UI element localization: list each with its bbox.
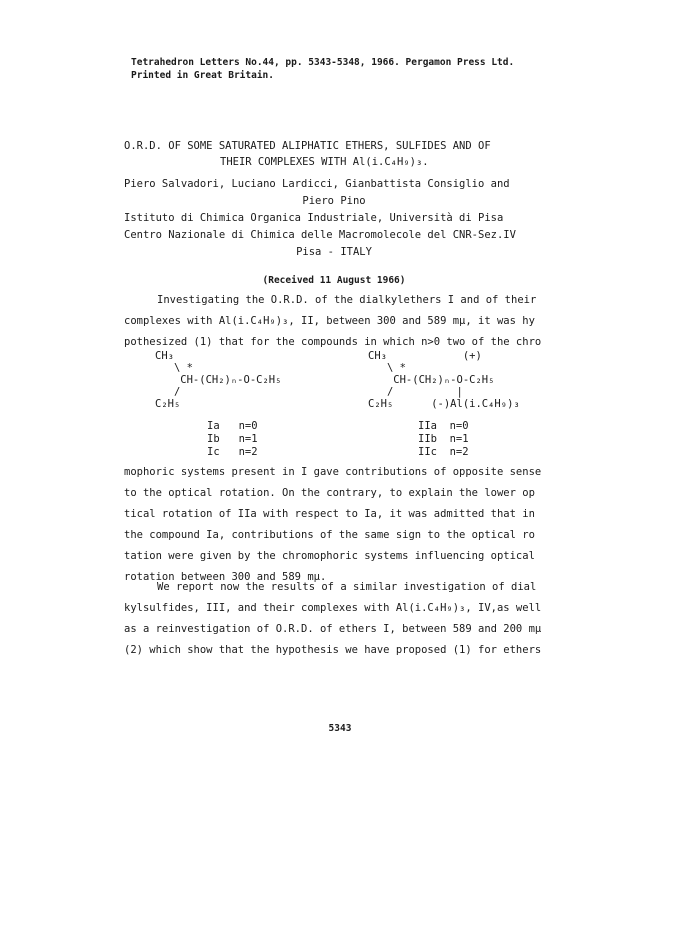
affiliation-line-1: Istituto di Chimica Organica Industriale, Università di Pisa (124, 212, 504, 224)
paragraph-line: kylsulfides, III, and their complexes with Al(i.C₄H₉)₃, IV,as well (124, 602, 542, 614)
affiliation-line-2: Centro Nazionale di Chimica delle Macromolecole del CNR-Sez.IV (124, 229, 516, 241)
journal-citation: Tetrahedron Letters No.44, pp. 5343-5348, 1966. Pergamon Press Ltd. (131, 57, 515, 68)
series-II-list (418, 420, 469, 459)
received-date: (Received 11 August 1966) (262, 275, 406, 286)
paragraph-1 (124, 290, 544, 353)
paragraph-line: pothesized (1) that for the compounds in which n>0 two of the chro (124, 336, 542, 348)
paragraph-line: to the optical rotation. On the contrary, to explain the lower op (124, 487, 535, 499)
printed-note: Printed in Great Britain. (131, 70, 274, 81)
paragraph-line: as a reinvestigation of O.R.D. of ethers I, between 589 and 200 mμ (124, 623, 542, 635)
paragraph-line: tical rotation of IIa with respect to Ia, it was admitted that in (124, 508, 535, 520)
series-item: Ic n=2 (207, 446, 258, 458)
title-line-1: O.R.D. OF SOME SATURATED ALIPHATIC ETHERS, SULFIDES AND OF (124, 140, 491, 152)
structure-formula-I: CH₃ \ * CH-(CH₂)ₙ-O-C₂H₅ / C₂H₅ (155, 350, 282, 410)
paragraph-line: mophoric systems present in I gave contributions of opposite sense (124, 466, 542, 478)
structure-formula-II: CH₃ (+) \ * CH-(CH₂)ₙ-O-C₂H₅ / | C₂H₅ (-)Al(i.C₄H₉)₃ (368, 350, 520, 410)
paragraph-line: rotation between 300 and 589 mμ. (124, 571, 327, 583)
page-number: 5343 (328, 723, 352, 734)
paragraph-line: Investigating the O.R.D. of the dialkylethers I and of their (157, 294, 537, 306)
series-item: Ib n=1 (207, 433, 258, 445)
journal-header (131, 56, 514, 82)
paragraph-line: complexes with Al(i.C₄H₉)₃, II, between 300 and 589 mμ, it was hy (124, 315, 535, 327)
series-item: IIb n=1 (418, 433, 469, 445)
paragraph-2 (124, 462, 544, 588)
paragraph-3 (124, 577, 544, 661)
authors-line-2: Piero Pino (302, 195, 366, 207)
paragraph-line: the compound Ia, contributions of the same sign to the optical ro (124, 529, 535, 541)
author-block (124, 176, 544, 261)
paragraph-line: (2) which show that the hypothesis we have proposed (1) for ethers (124, 644, 542, 656)
paragraph-line: tation were given by the chromophoric systems influencing optical (124, 550, 535, 562)
series-item: Ia n=0 (207, 420, 258, 432)
series-I-list (207, 420, 258, 459)
title-line-2: THEIR COMPLEXES WITH Al(i.C₄H₉)₃. (220, 156, 429, 168)
affiliation-line-3: Pisa - ITALY (296, 246, 372, 258)
authors-line-1: Piero Salvadori, Luciano Lardicci, Gianbattista Consiglio and (124, 178, 510, 190)
paragraph-line: We report now the results of a similar investigation of dial (157, 581, 537, 593)
series-item: IIa n=0 (418, 420, 469, 432)
series-item: IIc n=2 (418, 446, 469, 458)
article-title (124, 138, 491, 170)
